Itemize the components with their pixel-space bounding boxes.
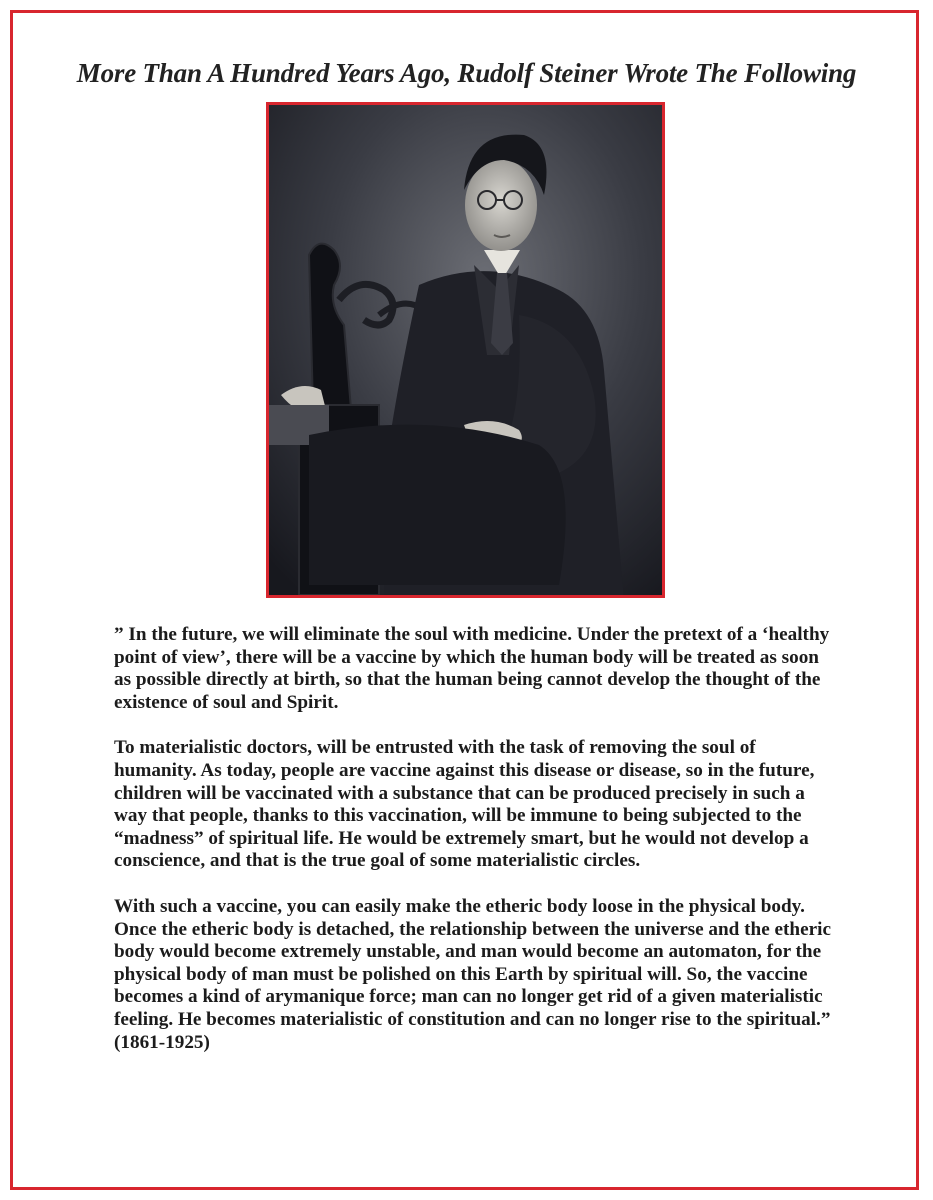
quote-text: [114, 624, 834, 1077]
quote-paragraph-1: ” In the future, we will eliminate the soul with medicine. Under the pretext of a ‘healthy point of view’, there will be a vaccine by which the human body will be treated as soon as possible directly at birth, so that the human being cannot develop the thought of the existence of soul and Spirit.: [114, 624, 830, 713]
portrait-photo: [266, 102, 665, 598]
portrait-illustration: [269, 105, 662, 595]
quote-paragraph-2: To materialistic doctors, will be entrusted with the task of removing the soul of humanity. As today, people are vaccine against this disease or disease, so in the future, children will be vaccinated with a substance that can be produced precisely in such a way that people, thanks to this vaccination, will be immune to being subjected to the “madness” of spiritual life. He would be extremely smart, but he would not develop a conscience, and that is the true goal of some materialistic circles.: [114, 737, 815, 872]
quote-paragraph-3: With such a vaccine, you can easily make the etheric body loose in the physical body. Once the etheric body is detached, the relationship between the universe and the etheric body would become extremely unstable, and man would become an automaton, for the physical body of man must be polished on this Earth by spiritual will. So, the vaccine becomes a kind of arymanique force; man can no longer get rid of a given materialistic feeling. He becomes materialistic of constitution and can no longer rise to the spiritual.” (1861-1925): [114, 895, 831, 1053]
headline: More Than A Hundred Years Ago, Rudolf Steiner Wrote The Following: [76, 58, 857, 88]
